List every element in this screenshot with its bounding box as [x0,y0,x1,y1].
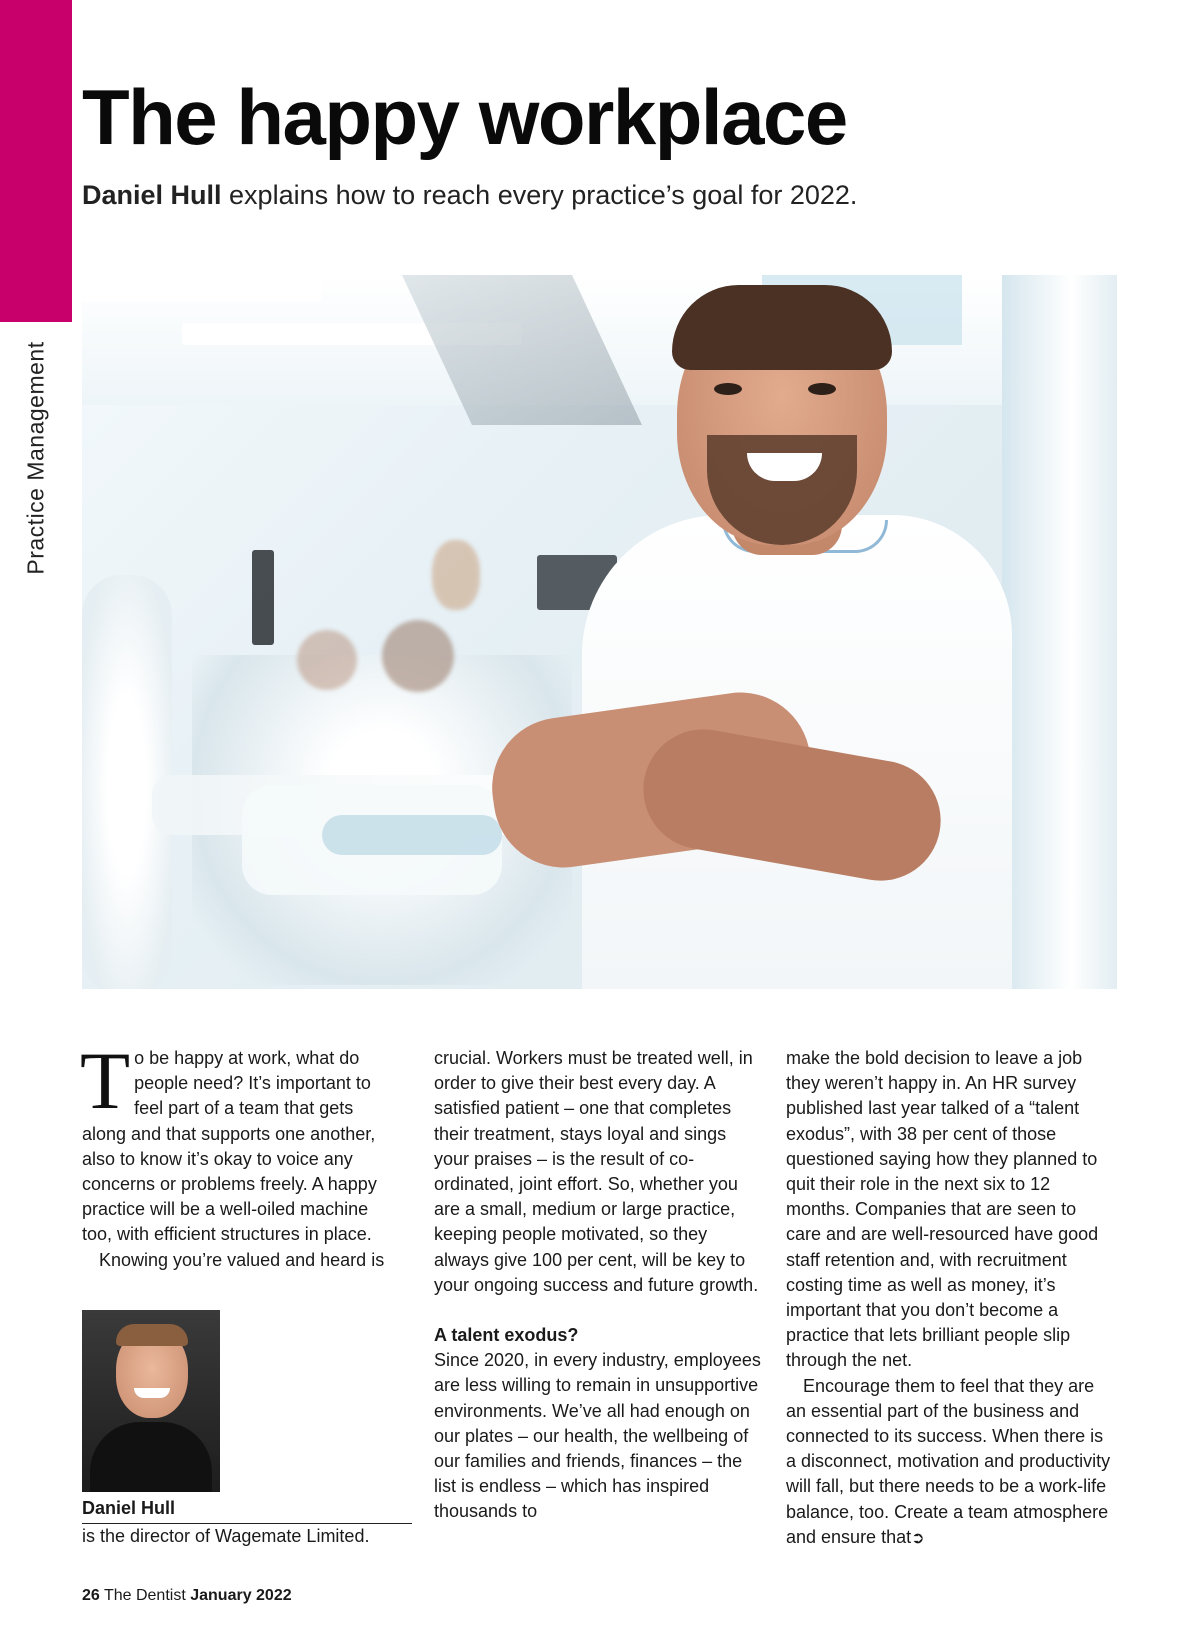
paragraph: crucial. Workers must be treated well, in order to give their best every day. A satisfied patient – one that completes their treatment, stays loyal and sings your praises – is the result of co-ordinated, joint effort. So, whether you are a small, medium or large practice, keeping people motivated, so they always give 100 per cent, will be key to your ongoing success and future growth. [434,1048,759,1295]
standfirst-text: explains how to reach every practice’s goal for 2022. [221,180,858,210]
paragraph: make the bold decision to leave a job they weren’t happy in. An HR survey published last year talked of a “talent exodus”, with 38 per cent of those questioned saying how they planned to quit their role in the next six to 12 months. Companies that are seen to care and are well-resourced have good staff retention and, with recruitment costing time as well as money, it’s important that you don’t become a practice that lets brilliant people slip through the net. [786,1048,1099,1371]
drop-cap: T [80,1035,131,1126]
body-column-2 [434,1046,764,1525]
paragraph: o be happy at work, what do people need? It’s important to feel part of a team that gets along and that supports one another, also to know it’s okay to voice any concerns or problems freely. A happy practice will be a well-oiled machine too, with efficient structures in place. [82,1048,377,1245]
body-column-1 [80,1035,400,1273]
issue-date: January 2022 [190,1587,292,1604]
paragraph: Knowing you’re valued and heard is [99,1249,385,1270]
subheading: A talent exodus? [434,1325,579,1346]
paragraph-text: Encourage them to feel that they are an essential part of the business and connected to its success. When there is a disconnect, motivation and productivity will fall, but there needs to be a work-life balance, too. Create a team atmosphere and ensure that [786,1375,1111,1547]
page-number: 26 [82,1587,100,1604]
author-bio: is the director of Wagemate Limited. [82,1526,370,1546]
article-headline: The happy workplace [82,73,847,161]
author-name: Daniel Hull [82,1496,412,1524]
author-headshot [82,1310,220,1492]
paragraph: Since 2020, in every industry, employees are less willing to remain in unsupportive environments. We’ve all had enough on our plates – our health, the wellbeing of our families and friends, finances – the list is endless – which has inspired thousands to [434,1350,761,1522]
page-folio [82,1586,292,1606]
section-color-bar [0,0,72,322]
standfirst-author: Daniel Hull [82,180,222,210]
standfirst [82,180,857,211]
section-label: Practice Management [22,341,49,575]
paragraph [786,1374,1116,1551]
hero-photo [82,275,1117,989]
body-column-3 [786,1046,1116,1551]
publication-name: The Dentist [103,1587,186,1604]
continue-arrow-icon: ➲ [911,1529,925,1547]
